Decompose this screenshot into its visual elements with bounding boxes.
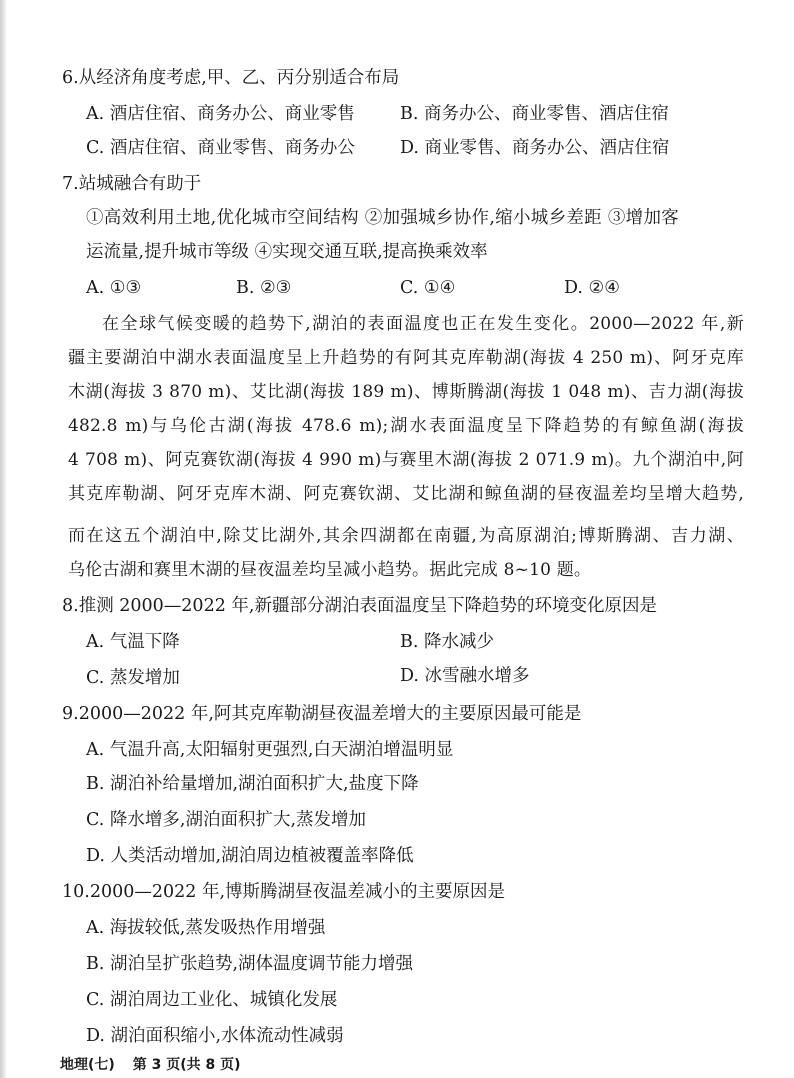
q9-option-b: B. 湖泊补给量增加,湖泊面积扩大,盐度下降 — [86, 774, 419, 794]
passage-line-4: 482.8 m)与乌伦古湖(海拔 478.6 m);湖水表面温度呈下降趋势的有鲸鱼湖(海拔 — [68, 416, 744, 436]
q6-stem: 6.从经济角度考虑,甲、乙、丙分别适合布局 — [62, 68, 400, 88]
passage-line-2: 疆主要湖泊中湖水表面温度呈上升趋势的有阿其克库勒湖(海拔 4 250 m)、阿牙克库 — [68, 348, 744, 368]
q10-option-d: D. 湖泊面积缩小,水体流动性减弱 — [86, 1026, 344, 1046]
passage-line-1: 在全球气候变暖的趋势下,湖泊的表面温度也正在发生变化。2000—2022 年,新 — [102, 314, 744, 334]
q6-option-a: A. 酒店住宿、商务办公、商业零售 — [86, 104, 355, 124]
page-footer — [60, 1056, 259, 1074]
q7-stem: 7.站城融合有助于 — [62, 174, 202, 194]
footer-subject: 地理(七) — [60, 1057, 115, 1073]
q6-option-d: D. 商业零售、商务办公、酒店住宿 — [400, 138, 670, 158]
q10-option-a: A. 海拔较低,蒸发吸热作用增强 — [86, 918, 326, 938]
footer-page-number: 第 3 页(共 8 页) — [132, 1057, 241, 1073]
passage-line-3: 木湖(海拔 3 870 m)、艾比湖(海拔 189 m)、博斯腾湖(海拔 1 048 m)、吉力湖(海拔 — [68, 382, 744, 402]
q8-option-b: B. 降水减少 — [400, 632, 494, 652]
q9-option-a: A. 气温升高,太阳辐射更强烈,白天湖泊增温明显 — [86, 740, 454, 760]
passage-line-8: 乌伦古湖和赛里木湖的昼夜温差均呈减小趋势。据此完成 8~10 题。 — [68, 560, 592, 580]
q10-option-b: B. 湖泊呈扩张趋势,湖体温度调节能力增强 — [86, 954, 414, 974]
passage-line-5: 4 708 m)、阿克赛钦湖(海拔 4 990 m)与赛里木湖(海拔 2 071.9 m)。九个湖泊中,阿 — [68, 450, 744, 470]
q7-statements-line1: ①高效利用土地,优化城市空间结构 ②加强城乡协作,缩小城乡差距 ③增加客 — [86, 208, 680, 228]
q6-option-b: B. 商务办公、商业零售、酒店住宿 — [400, 104, 669, 124]
q10-option-c: C. 湖泊周边工业化、城镇化发展 — [86, 990, 338, 1010]
q8-option-d: D. 冰雪融水增多 — [400, 666, 530, 686]
passage-line-6: 其克库勒湖、阿牙克库木湖、阿克赛钦湖、艾比湖和鲸鱼湖的昼夜温差均呈增大趋势, — [68, 484, 744, 504]
q7-option-a: A. ①③ — [86, 278, 142, 298]
q7-option-b: B. ②③ — [236, 278, 292, 298]
q7-option-c: C. ①④ — [400, 278, 456, 298]
passage-line-7: 而在这五个湖泊中,除艾比湖外,其余四湖都在南疆,为高原湖泊;博斯腾湖、吉力湖、 — [68, 526, 744, 546]
q8-stem: 8.推测 2000—2022 年,新疆部分湖泊表面温度呈下降趋势的环境变化原因是 — [62, 596, 657, 616]
q7-option-d: D. ②④ — [564, 278, 620, 298]
q8-option-c: C. 蒸发增加 — [86, 668, 180, 688]
q9-stem: 9.2000—2022 年,阿其克库勒湖昼夜温差增大的主要原因最可能是 — [62, 704, 582, 724]
q7-statements-line2: 运流量,提升城市等级 ④实现交通互联,提高换乘效率 — [86, 242, 488, 262]
q9-option-d: D. 人类活动增加,湖泊周边植被覆盖率降低 — [86, 846, 414, 866]
q9-option-c: C. 降水增多,湖泊面积扩大,蒸发增加 — [86, 810, 367, 830]
q6-option-c: C. 酒店住宿、商业零售、商务办公 — [86, 138, 355, 158]
q10-stem: 10.2000—2022 年,博斯腾湖昼夜温差减小的主要原因是 — [62, 882, 506, 902]
q8-option-a: A. 气温下降 — [86, 632, 180, 652]
